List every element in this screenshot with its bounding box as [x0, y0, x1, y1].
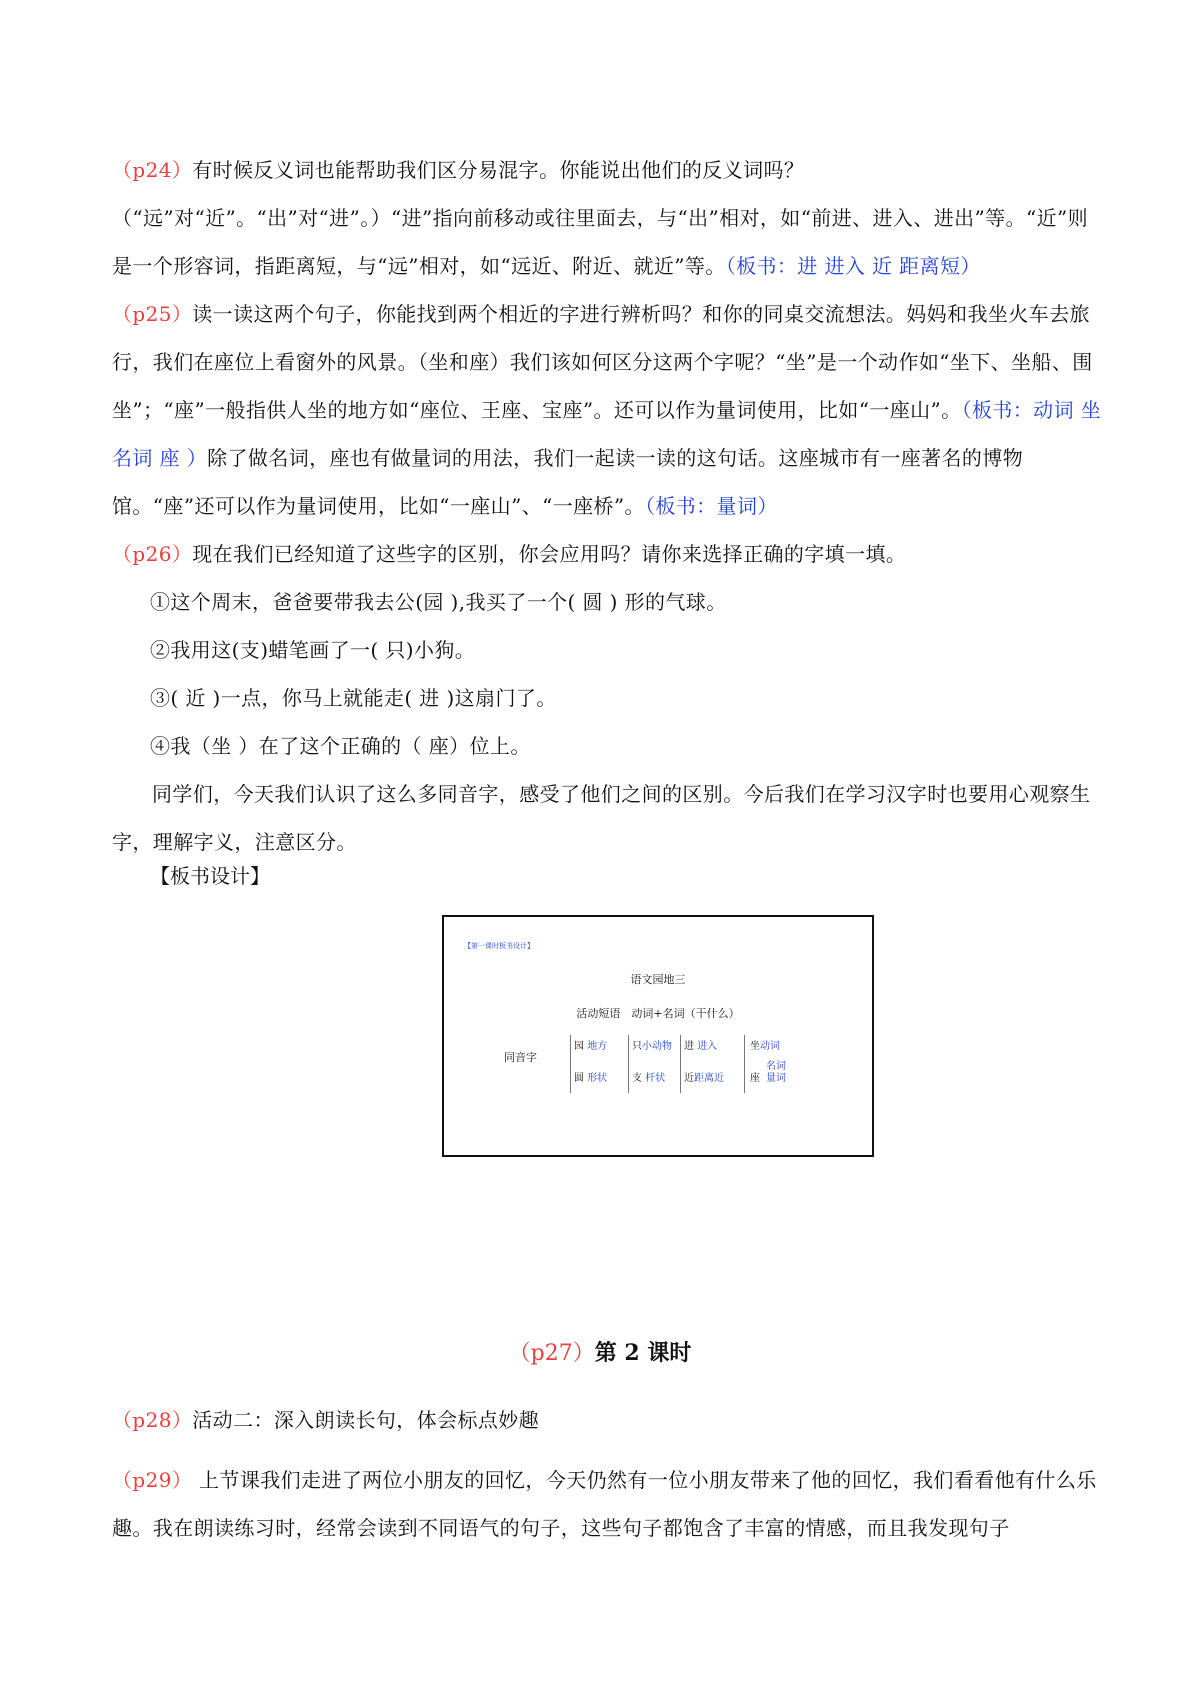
lesson-heading [0, 1336, 1200, 1367]
group-bracket [570, 1035, 571, 1093]
page-ref: （p25） [112, 302, 193, 326]
paragraph-text: 除了做名词，座也有做量词的用法，我们一起读一读的这句话。这座城市有一座著名的博物馆。“座”还可以作为量词使用，比如“一座山”、“一座桥”。 [112, 446, 1024, 518]
board-cell: 圆 形状 [574, 1073, 608, 1084]
board-design-image [442, 915, 874, 1157]
group-bracket [744, 1035, 745, 1093]
board-cell: 近距离近 [684, 1073, 724, 1084]
paragraph-p29 [112, 1456, 1102, 1552]
board-tag: 【第一课时板书设计】 [464, 942, 534, 950]
board-note: （板书：量词） [644, 494, 778, 518]
board-cell: 名词 量词 [766, 1061, 786, 1084]
paragraph-p25 [112, 290, 1102, 530]
board-homophone-label: 同音字 [504, 1051, 537, 1064]
group-bracket [628, 1035, 629, 1093]
exercise-item: ①这个周末，爸爸要带我去公(园 ),我买了一个( 圆 ) 形的气球。 [150, 590, 727, 614]
board-cell: 支 杆状 [632, 1073, 666, 1084]
paragraph-text: 读一读这两个句子，你能找到两个相近的字进行辨析吗？和你的同桌交流想法。妈妈和我坐火车去旅行，我们在座位上看窗外的风景。（坐和座）我们该如何区分这两个字呢？“坐”是一个动作如“坐下、坐船、围坐”；“座”一般指供人坐的地方如“座位、王座、宝座”。还可以作为量词使用，比如“一座山”。 [112, 302, 1093, 422]
board-cell: 进 进入 [684, 1041, 718, 1052]
paragraph-p28 [112, 1396, 1102, 1444]
board-title: 语文园地三 [630, 973, 686, 986]
lesson-title: 第 2 课时 [594, 1340, 692, 1366]
exercise-item: ④我（坐 ）在了这个正确的（ 座）位上。 [150, 734, 531, 758]
paragraph-p26 [112, 530, 1102, 578]
page-ref: （p27） [508, 1341, 595, 1366]
summary-paragraph: 同学们，今天我们认识了这么多同音字，感受了他们之间的区别。今后我们在学习汉字时也要用心观察生字，理解字义，注意区分。 [112, 782, 1091, 854]
board-design-label: 【板书设计】 [150, 864, 270, 888]
exercise-item: ③( 近 )一点，你马上就能走( 进 )这扇门了。 [150, 686, 557, 710]
page-ref: （p28） [112, 1408, 193, 1432]
board-cell: 坐动词 [750, 1041, 780, 1052]
page-ref: （p24） [112, 158, 193, 182]
paragraph-text: 有时候反义词也能帮助我们区分易混字。你能说出他们的反义词吗？（“远”对“近”。“出”对“进”。）“进”指向前移动或往里面去，与“出”相对，如“前进、进入、进出”等。“近”则是一个形容词，指距离短，与“远”相对，如“远近、附近、就近”等。 [112, 158, 1088, 278]
board-cell: 只小动物 [632, 1041, 672, 1052]
exercise-item: ②我用这(支)蜡笔画了一( 只)小狗。 [150, 638, 476, 662]
activity-title: 活动二：深入朗读长句，体会标点妙趣 [192, 1408, 540, 1432]
paragraph-text: 上节课我们走进了两位小朋友的回忆，今天仍然有一位小朋友带来了他的回忆，我们看看他有什么乐趣。我在朗读练习时，经常会读到不同语气的句子，这些句子都饱含了丰富的情感，而且我发现句子 [112, 1468, 1097, 1540]
board-cell: 座 [750, 1073, 760, 1084]
board-note: （板书：进 进入 近 距离短） [725, 254, 981, 278]
group-bracket [680, 1035, 681, 1093]
page-ref: （p26） [112, 542, 193, 566]
paragraph-text: 现在我们已经知道了这些字的区别，你会应用吗？请你来选择正确的字填一填。 [192, 542, 907, 566]
page-ref: （p29） [112, 1468, 193, 1492]
paragraph-p24 [112, 146, 1102, 290]
board-cell: 园 地方 [574, 1041, 608, 1052]
board-phrase: 活动短语 动词+名词（干什么） [576, 1007, 740, 1020]
board-note: （板书：动词 坐 名词 座 ） [112, 398, 1102, 470]
